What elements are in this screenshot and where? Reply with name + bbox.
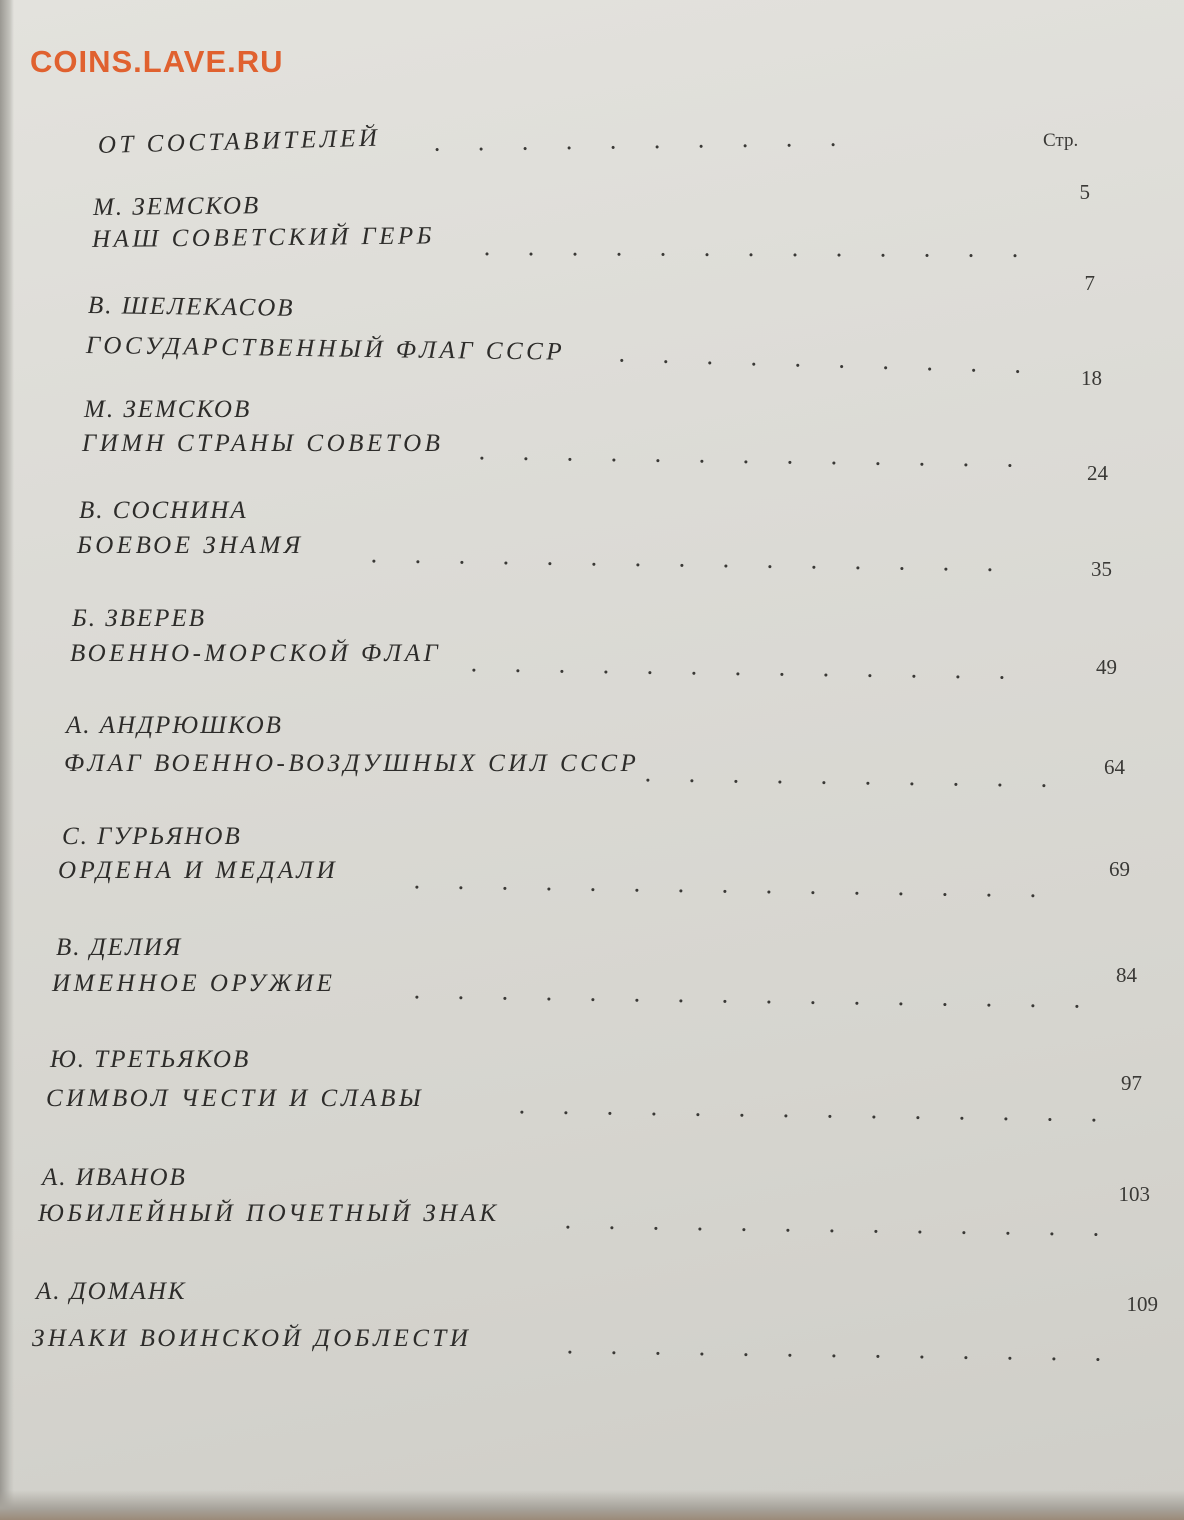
toc-author: В. СОСНИНА xyxy=(79,497,248,524)
watermark: COINS.LAVE.RU xyxy=(30,44,284,79)
dot-leader: . . . . . . . . . . . . . . . xyxy=(413,865,1037,903)
dot-leader: . . . . . . . . . . . . . . . . xyxy=(413,975,1081,1014)
toc-page-number: 84 xyxy=(1116,963,1137,987)
toc-page-number: 49 xyxy=(1096,655,1117,679)
toc-author: В. ШЕЛЕКАСОВ xyxy=(87,292,295,322)
toc-page-number: 69 xyxy=(1109,857,1130,881)
toc-title: СИМВОЛ ЧЕСТИ И СЛАВЫ xyxy=(46,1085,425,1112)
toc-page-number: 97 xyxy=(1121,1071,1142,1095)
dot-leader: . . . . . . . . . . . . . xyxy=(564,1205,1100,1242)
toc-title: ОТ СОСТАВИТЕЛЕЙ xyxy=(97,124,381,159)
toc-page-number: 5 xyxy=(1079,180,1090,204)
dot-leader: . . . . . . . . . . xyxy=(618,338,1022,379)
toc-author: А. ИВАНОВ xyxy=(42,1164,187,1191)
toc-title: ГИМН СТРАНЫ СОВЕТОВ xyxy=(82,430,444,457)
toc-author: А. АНДРЮШКОВ xyxy=(66,712,283,739)
toc-author: Б. ЗВЕРЕВ xyxy=(72,605,206,632)
toc-title: ЗНАКИ ВОИНСКОЙ ДОБЛЕСТИ xyxy=(32,1325,472,1352)
dot-leader: . . . . . . . . . . . . . xyxy=(483,232,1019,263)
dot-leader: . . . . . . . . . . xyxy=(644,758,1048,793)
dot-leader: . . . . . . . . . . xyxy=(433,122,837,157)
toc-author: А. ДОМАНК xyxy=(36,1278,187,1305)
page-column-header: Стр. xyxy=(1043,130,1079,151)
toc-author: Ю. ТРЕТЬЯКОВ xyxy=(50,1046,251,1073)
toc-page-number: 64 xyxy=(1104,755,1125,779)
toc-page-number: 103 xyxy=(1118,1182,1150,1206)
dot-leader: . . . . . . . . . . . . . . . xyxy=(370,539,994,577)
dot-leader: . . . . . . . . . . . . . xyxy=(478,436,1014,473)
dot-leader: . . . . . . . . . . . . . . xyxy=(518,1090,1098,1128)
toc-page-number: 35 xyxy=(1091,557,1112,581)
toc-title: ГОСУДАРСТВЕННЫЙ ФЛАГ СССР xyxy=(85,332,566,366)
toc-page-number: 7 xyxy=(1084,271,1095,295)
toc-title: ОРДЕНА И МЕДАЛИ xyxy=(58,857,339,884)
toc-page-number: 24 xyxy=(1087,461,1108,485)
dot-leader: . . . . . . . . . . . . . xyxy=(470,648,1006,685)
toc-author: С. ГУРЬЯНОВ xyxy=(62,823,242,850)
toc-title: БОЕВОЕ ЗНАМЯ xyxy=(77,532,304,559)
toc-title: ФЛАГ ВОЕННО-ВОЗДУШНЫХ СИЛ СССР xyxy=(64,750,640,777)
toc-title: ЮБИЛЕЙНЫЙ ПОЧЕТНЫЙ ЗНАК xyxy=(38,1200,500,1227)
toc-author: В. ДЕЛИЯ xyxy=(56,934,183,961)
toc-author: М. ЗЕМСКОВ xyxy=(84,396,252,423)
toc-page-number: 18 xyxy=(1081,366,1102,390)
toc-title: НАШ СОВЕТСКИЙ ГЕРБ xyxy=(91,222,436,253)
toc-page-number: 109 xyxy=(1126,1292,1158,1316)
toc-author: М. ЗЕМСКОВ xyxy=(92,192,261,221)
dot-leader: . . . . . . . . . . . . . xyxy=(566,1330,1102,1367)
toc-title: ИМЕННОЕ ОРУЖИЕ xyxy=(52,970,336,997)
toc-title: ВОЕННО-МОРСКОЙ ФЛАГ xyxy=(70,640,442,667)
